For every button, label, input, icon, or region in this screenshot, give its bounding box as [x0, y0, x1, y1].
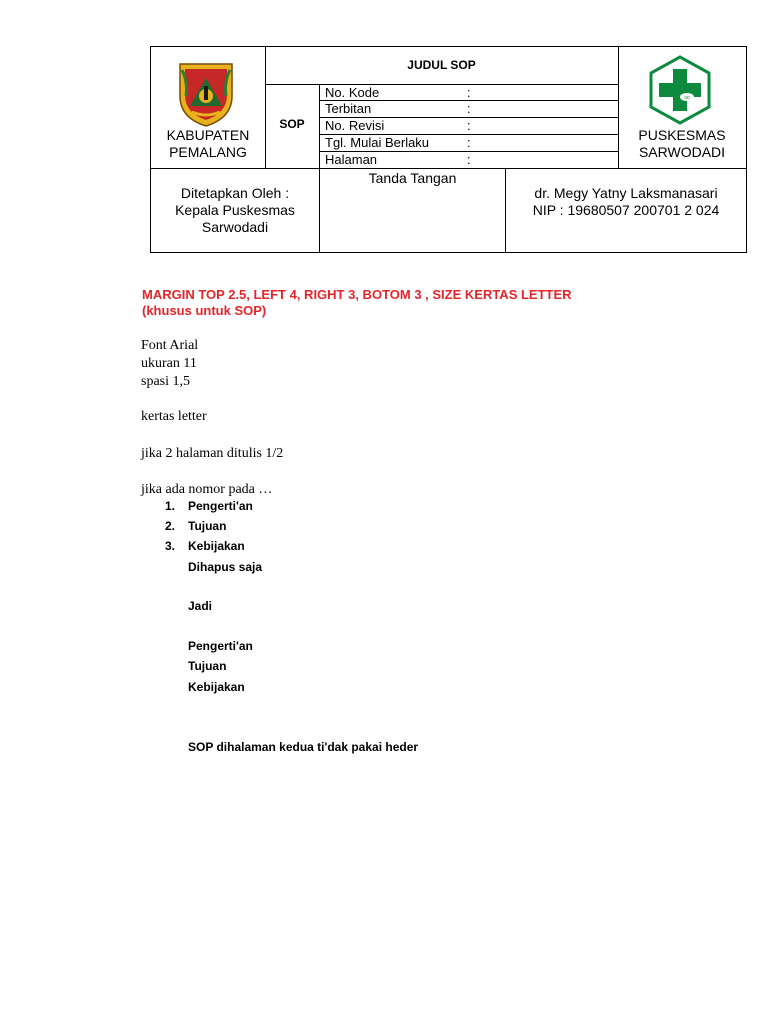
pemalang-crest-icon	[178, 62, 234, 128]
field-label-tgl-mulai: Tgl. Mulai Berlaku	[325, 135, 430, 150]
list-number: 3.	[165, 539, 176, 553]
result-item: Tujuan	[188, 659, 227, 673]
doc-title: JUDUL SOP	[407, 58, 476, 72]
kabupaten-line-1: KABUPATEN	[166, 127, 250, 143]
kabupaten-line-2: PEMALANG	[169, 144, 247, 160]
jadi-label: Jadi	[188, 599, 213, 613]
result-item: Kebijakan	[188, 680, 245, 694]
result-item: Pengerti'an	[188, 639, 253, 653]
field-label-halaman: Halaman	[325, 152, 378, 167]
nomor-note: jika ada nomor pada …	[141, 482, 273, 497]
svg-text:oo: oo	[684, 95, 690, 101]
field-colon: :	[467, 101, 471, 116]
tanda-tangan-label: Tanda Tangan	[368, 170, 457, 186]
puskesmas-line-1: PUSKESMAS	[638, 127, 726, 143]
list-item: Tujuan	[188, 519, 227, 533]
font-line-1: Font Arial	[141, 338, 199, 353]
list-item: Kebijakan	[188, 539, 245, 553]
ditetapkan-line-1: Ditetapkan Oleh :	[180, 185, 290, 201]
dihapus-note: Dihapus saja	[188, 560, 263, 574]
field-colon: :	[467, 85, 471, 100]
field-label-terbitan: Terbitan	[325, 101, 372, 116]
puskesmas-name	[618, 127, 746, 161]
halaman-note: jika 2 halaman ditulis 1/2	[141, 446, 284, 461]
heder-note: SOP dihalaman kedua ti'dak pakai heder	[188, 740, 419, 754]
signer-nip: NIP : 19680507 200701 2 024	[532, 202, 720, 218]
list-number: 2.	[165, 519, 176, 533]
list-item: Pengerti'an	[188, 499, 253, 513]
margin-note-line-2: (khusus untuk SOP)	[142, 303, 267, 318]
field-colon: :	[467, 152, 471, 167]
font-line-3: spasi 1,5	[141, 374, 190, 389]
puskesmas-line-2: SARWODADI	[638, 144, 726, 160]
ditetapkan-line-3: Sarwodadi	[201, 219, 269, 235]
signer-block	[506, 185, 746, 219]
font-notes	[141, 337, 198, 391]
sop-label: SOP	[279, 117, 305, 131]
puskesmas-cross-icon	[645, 55, 715, 125]
ditetapkan-block	[151, 185, 319, 236]
signer-name: dr. Megy Yatny Laksmanasari	[534, 185, 718, 201]
margin-note-line-1: MARGIN TOP 2.5, LEFT 4, RIGHT 3, BOTOM 3 , SIZE KERTAS LETTER	[142, 287, 572, 302]
margin-note	[142, 287, 572, 319]
field-colon: :	[467, 135, 471, 150]
list-number: 1.	[165, 499, 176, 513]
field-label-no-revisi: No. Revisi	[325, 118, 385, 133]
field-colon: :	[467, 118, 471, 133]
kabupaten-name	[151, 127, 265, 161]
kertas-note: kertas letter	[141, 409, 207, 424]
field-label-no-kode: No. Kode	[325, 85, 380, 100]
font-line-2: ukuran 11	[141, 356, 197, 371]
ditetapkan-line-2: Kepala Puskesmas	[175, 202, 295, 218]
